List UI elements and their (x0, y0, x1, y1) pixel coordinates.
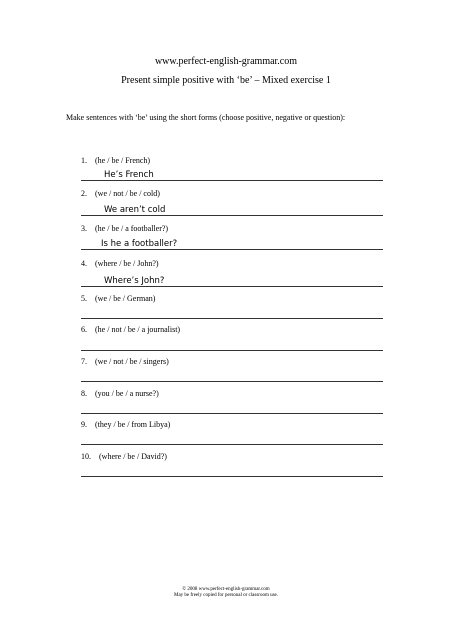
question-4 (81, 259, 159, 268)
question-prompt: (he / not / be / a journalist) (95, 325, 181, 334)
question-3 (81, 224, 168, 233)
question-number: 6. (81, 325, 87, 334)
question-prompt: (you / be / a nurse?) (95, 389, 159, 398)
question-number: 5. (81, 294, 87, 303)
answer-line-6[interactable] (81, 350, 383, 351)
question-prompt: (they / be / from Libya) (95, 420, 171, 429)
answer-line-8[interactable] (81, 413, 383, 414)
question-number: 10. (81, 452, 91, 461)
question-8 (81, 389, 159, 398)
question-prompt: (we / not / be / singers) (95, 357, 169, 366)
site-url: www.perfect-english-grammar.com (154, 56, 298, 67)
question-number: 8. (81, 389, 87, 398)
answer-line-10[interactable] (81, 476, 383, 477)
question-number: 4. (81, 259, 87, 268)
answer-text-1: He’s French (104, 170, 154, 180)
copyright-footer (0, 587, 452, 599)
answer-line-3[interactable] (81, 249, 383, 250)
question-prompt: (we / not / be / cold) (95, 189, 160, 198)
question-number: 2. (81, 189, 87, 198)
question-number: 9. (81, 420, 87, 429)
instructions: Make sentences with ‘be’ using the short forms (choose positive, negative or question): (66, 113, 346, 122)
question-number: 7. (81, 357, 87, 366)
question-1 (81, 156, 150, 165)
question-prompt: (where / be / John?) (95, 259, 159, 268)
question-10 (81, 452, 167, 461)
question-9 (81, 420, 170, 429)
question-7 (81, 357, 169, 366)
question-6 (81, 325, 180, 334)
copyright-line: © 2008 www.perfect-english-grammar.com (182, 587, 270, 592)
answer-line-5[interactable] (81, 318, 383, 319)
page-title: Present simple positive with ‘be’ – Mixed exercise 1 (121, 75, 331, 86)
answer-text-4: Where’s John? (104, 276, 165, 286)
answer-line-2[interactable] (81, 215, 383, 216)
answer-text-3: Is he a footballer? (101, 239, 178, 249)
answer-line-4[interactable] (81, 286, 383, 287)
question-prompt: (he / be / a footballer?) (95, 224, 169, 233)
question-prompt: (we / be / German) (95, 294, 156, 303)
usage-note: May be freely copied for personal or classroom use. (174, 593, 278, 598)
answer-line-7[interactable] (81, 381, 383, 382)
question-2 (81, 189, 160, 198)
question-prompt: (where / be / David?) (99, 452, 167, 461)
answer-line-9[interactable] (81, 444, 383, 445)
question-5 (81, 294, 155, 303)
answer-line-1[interactable] (81, 180, 383, 181)
question-number: 3. (81, 224, 87, 233)
answer-text-2: We aren’t cold (104, 205, 166, 215)
question-prompt: (he / be / French) (95, 156, 151, 165)
question-number: 1. (81, 156, 87, 165)
